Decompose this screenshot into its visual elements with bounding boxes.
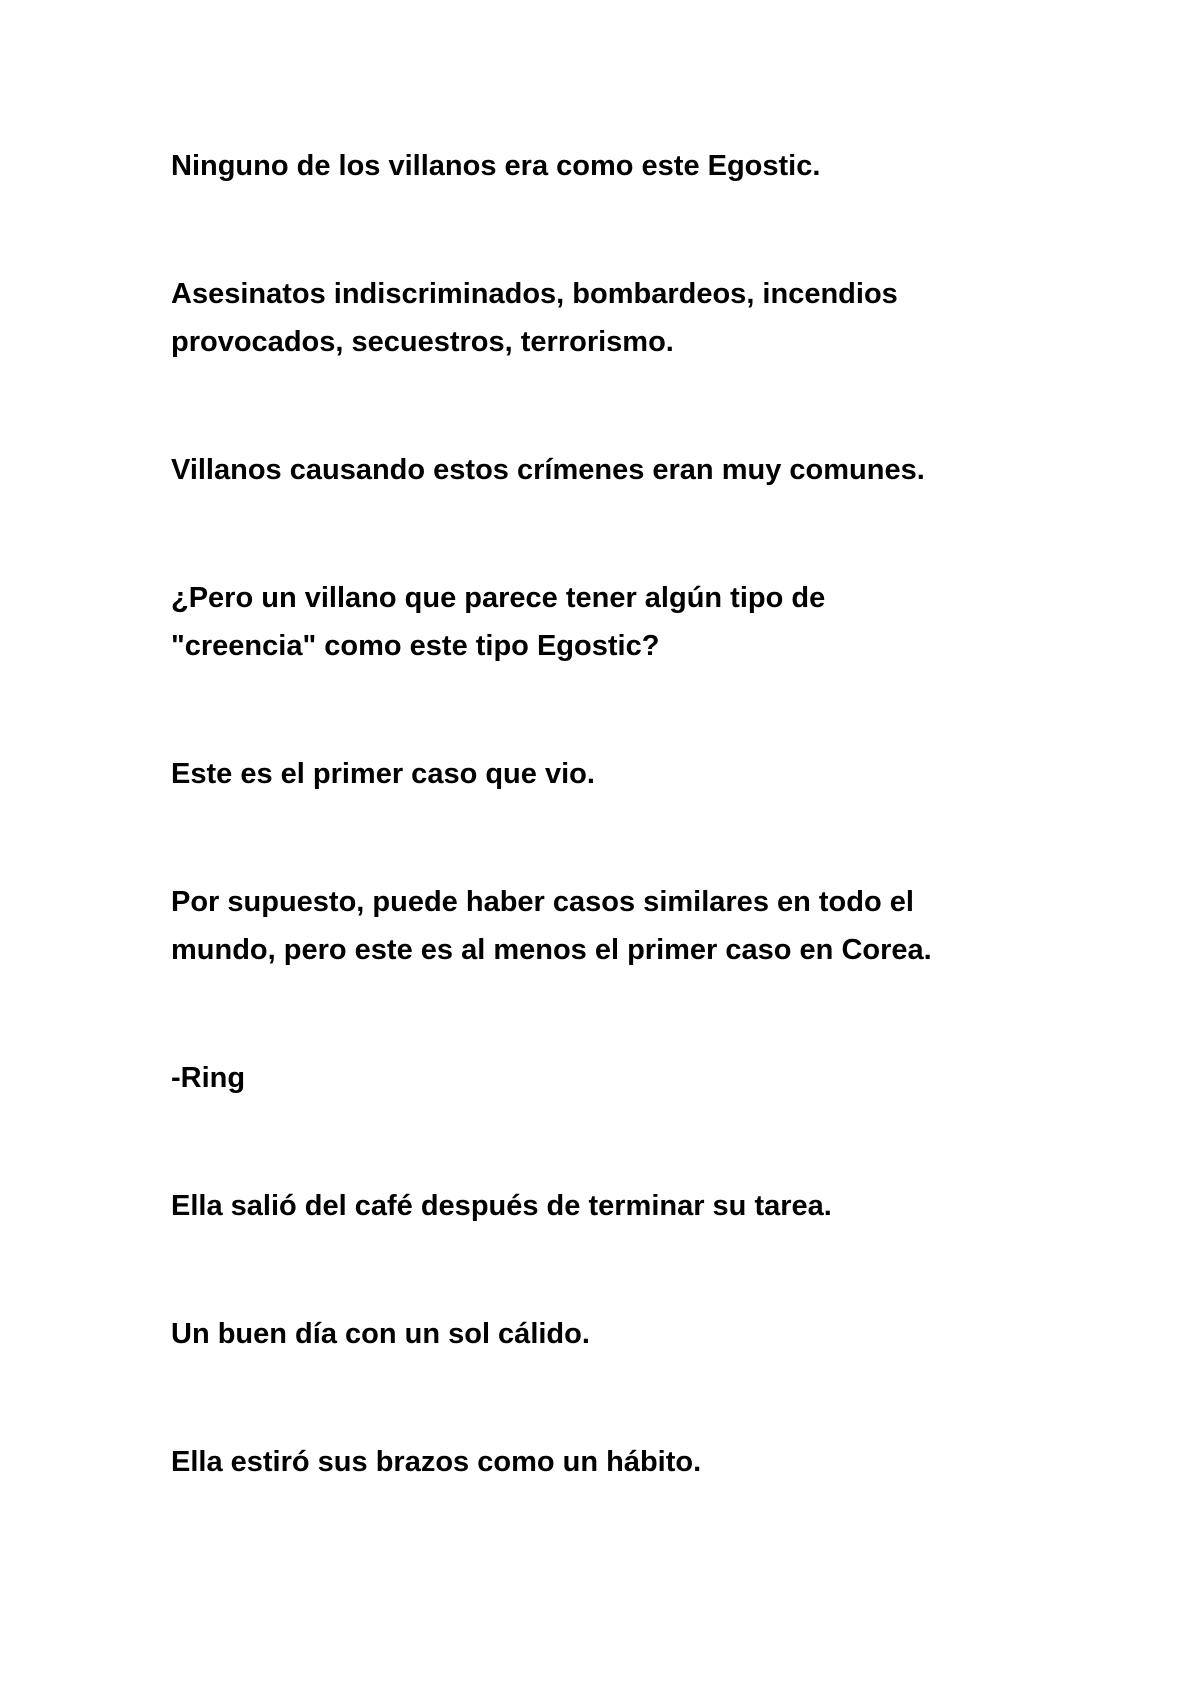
paragraph-line: provocados, secuestros, terrorismo. xyxy=(171,326,674,358)
paragraph-line: Ninguno de los villanos era como este Egostic. xyxy=(171,150,821,182)
paragraph-2 xyxy=(171,270,1051,366)
paragraph-8 xyxy=(171,1182,1051,1230)
paragraph-line: Ella estiró sus brazos como un hábito. xyxy=(171,1446,702,1478)
paragraph-3 xyxy=(171,446,1051,494)
paragraph-7 xyxy=(171,1054,1051,1102)
paragraph-6 xyxy=(171,878,1051,974)
paragraph-line: mundo, pero este es al menos el primer caso en Corea. xyxy=(171,934,932,966)
paragraph-line: Por supuesto, puede haber casos similares en todo el xyxy=(171,886,914,918)
paragraph-line: -Ring xyxy=(171,1062,246,1094)
paragraph-1 xyxy=(171,142,1051,190)
paragraph-line: Un buen día con un sol cálido. xyxy=(171,1318,590,1350)
paragraph-line: Este es el primer caso que vio. xyxy=(171,758,595,790)
paragraph-line: Ella salió del café después de terminar su tarea. xyxy=(171,1190,832,1222)
paragraph-9 xyxy=(171,1310,1051,1358)
paragraph-5 xyxy=(171,750,1051,798)
paragraph-line: Asesinatos indiscriminados, bombardeos, incendios xyxy=(171,278,898,310)
paragraph-line: ¿Pero un villano que parece tener algún tipo de xyxy=(171,582,826,614)
paragraph-10 xyxy=(171,1438,1051,1486)
paragraph-line: Villanos causando estos crímenes eran muy comunes. xyxy=(171,454,925,486)
paragraph-line: "creencia" como este tipo Egostic? xyxy=(171,630,660,662)
paragraph-4 xyxy=(171,574,1051,670)
